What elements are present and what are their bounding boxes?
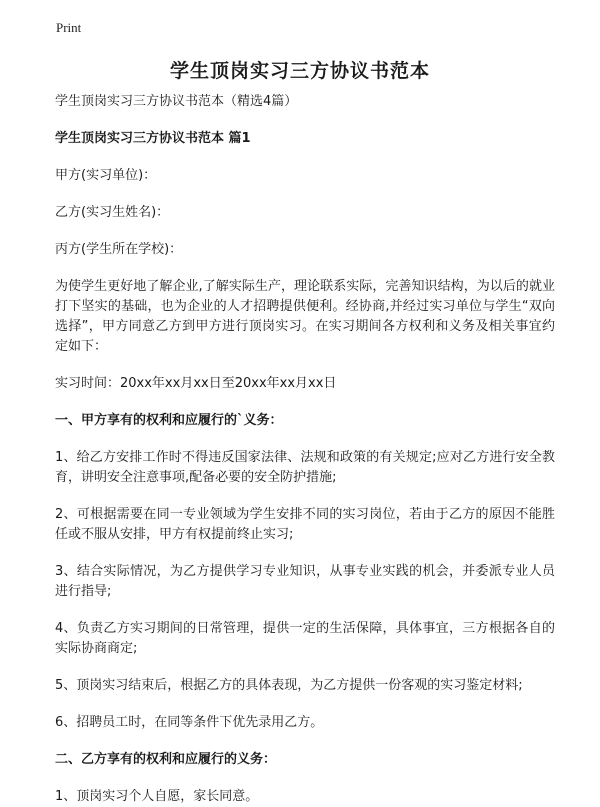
print-link[interactable]: Print: [56, 20, 82, 35]
section-1-heading: 一、甲方享有的权利和应履行的`义务：: [55, 413, 283, 428]
party-c-field: 丙方(学生所在学校)：: [55, 242, 183, 257]
section-1-item: 6、招聘员工时，在同等条件下优先录用乙方。: [55, 715, 324, 730]
section-2-item: 1、顶岗实习个人自愿，家长同意。: [55, 789, 259, 804]
section-2-heading: 二、乙方享有的权利和应履行的义务：: [55, 752, 277, 767]
party-b-field: 乙方(实习生姓名)：: [55, 205, 170, 220]
document-subtitle: 学生顶岗实习三方协议书范本（精选4篇）: [55, 94, 298, 109]
document-body: [55, 92, 555, 807]
section-1-item: 4、负责乙方实习期间的日常管理，提供一定的生活保障，具体事宜，三方根据各自的实际协商商定;: [55, 621, 555, 656]
section-1-item: 2、可根据需要在同一专业领域为学生安排不同的实习岗位，若由于乙方的原因不能胜任或不服从安排，甲方有权提前终止实习;: [55, 507, 555, 542]
section-1-item: 1、给乙方安排工作时不得违反国家法律、法规和政策的有关规定;应对乙方进行安全教育，讲明安全注意事项,配备必要的安全防护措施;: [55, 450, 555, 485]
section-1-item: 5、顶岗实习结束后，根据乙方的具体表现，为乙方提供一份客观的实习鉴定材料;: [55, 678, 523, 693]
section-1-item: 3、结合实际情况，为乙方提供学习专业知识，从事专业实践的机会，并委派专业人员进行指导;: [55, 564, 555, 599]
internship-period: 实习时间：20xx年xx月xx日至20xx年xx月xx日: [55, 376, 337, 391]
party-a-field: 甲方(实习单位)：: [55, 168, 157, 183]
intro-paragraph: 为使学生更好地了解企业,了解实际生产，理论联系实际，完善知识结构，为以后的就业打下坚实的基础，也为企业的人才招聘提供便利。经协商,并经过实习单位与学生“双向选择”，甲方同意乙方到甲方进行顶岗实习。在实习期间各方权利和义务及相关事宜约定如下：: [55, 279, 555, 354]
document-title: 学生顶岗实习三方协议书范本: [169, 60, 430, 82]
part-heading: 学生顶岗实习三方协议书范本 篇1: [55, 131, 251, 146]
